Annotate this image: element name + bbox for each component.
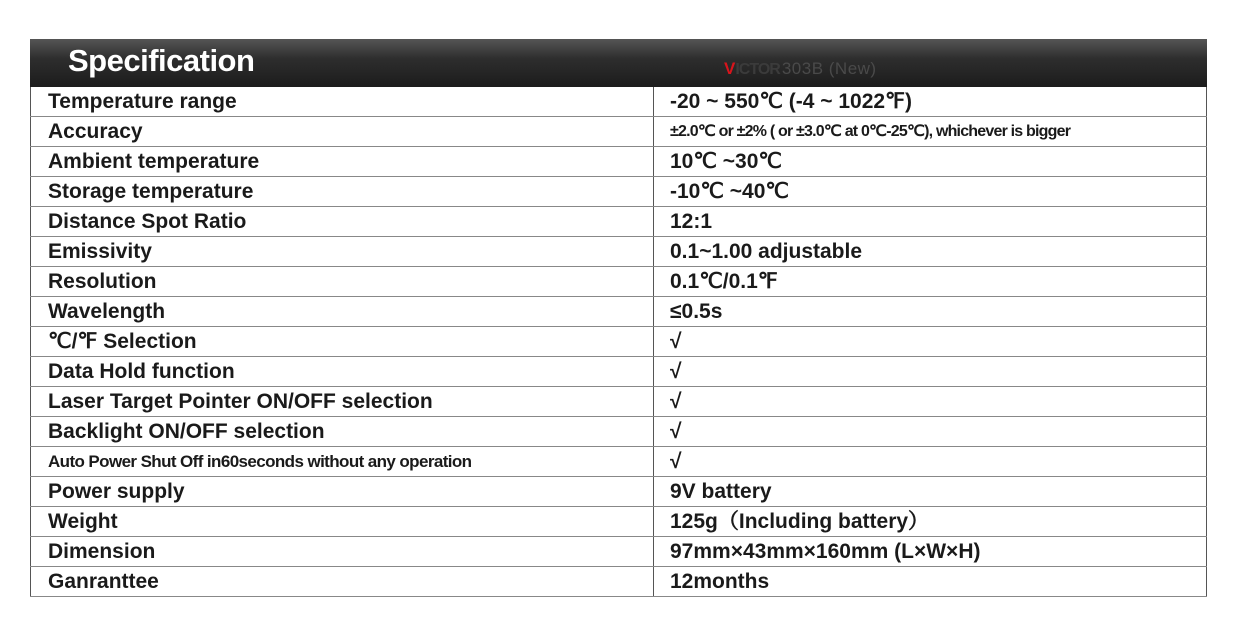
table-row — [31, 417, 1207, 447]
table-row — [31, 267, 1207, 297]
product-model-label — [724, 59, 877, 79]
spec-name: Resolution — [31, 267, 654, 297]
spec-value: 97mm×43mm×160mm (L×W×H) — [654, 537, 1207, 567]
spec-name: Dimension — [31, 537, 654, 567]
spec-name: Power supply — [31, 477, 654, 507]
spec-value: 0.1~1.00 adjustable — [654, 237, 1207, 267]
spec-name: Auto Power Shut Off in60seconds without any operation — [31, 447, 654, 477]
check-mark-icon: √ — [654, 447, 1207, 477]
spec-value: ±2.0℃ or ±2% ( or ±3.0℃ at 0℃-25℃), whichever is bigger — [654, 117, 1207, 147]
table-row — [31, 117, 1207, 147]
table-row — [31, 387, 1207, 417]
spec-value: -10℃ ~40℃ — [654, 177, 1207, 207]
table-row — [31, 237, 1207, 267]
spec-name: Weight — [31, 507, 654, 537]
spec-value: 10℃ ~30℃ — [654, 147, 1207, 177]
spec-title: Specification — [68, 43, 255, 78]
table-row — [31, 327, 1207, 357]
table-row — [31, 177, 1207, 207]
spec-value: 9V battery — [654, 477, 1207, 507]
spec-name: Ambient temperature — [31, 147, 654, 177]
table-row — [31, 357, 1207, 387]
spec-name: Backlight ON/OFF selection — [31, 417, 654, 447]
spec-name: Distance Spot Ratio — [31, 207, 654, 237]
table-row — [31, 567, 1207, 597]
spec-header-bar — [30, 39, 1207, 87]
table-row — [31, 477, 1207, 507]
spec-name: Ganranttee — [31, 567, 654, 597]
spec-name: Accuracy — [31, 117, 654, 147]
spec-value: 125g（Including battery） — [654, 507, 1207, 537]
table-row — [31, 507, 1207, 537]
table-row — [31, 147, 1207, 177]
table-row — [31, 297, 1207, 327]
spec-value: 12months — [654, 567, 1207, 597]
spec-name: Data Hold function — [31, 357, 654, 387]
spec-name: ℃/℉ Selection — [31, 327, 654, 357]
specification-sheet — [30, 39, 1207, 597]
spec-value: ≤0.5s — [654, 297, 1207, 327]
spec-name: Temperature range — [31, 87, 654, 117]
table-row — [31, 447, 1207, 477]
spec-name: Storage temperature — [31, 177, 654, 207]
check-mark-icon: √ — [654, 387, 1207, 417]
spec-name: Wavelength — [31, 297, 654, 327]
table-row — [31, 207, 1207, 237]
model-number: 303B (New) — [781, 59, 877, 78]
table-row — [31, 537, 1207, 567]
spec-value: 12:1 — [654, 207, 1207, 237]
spec-value: 0.1℃/0.1℉ — [654, 267, 1207, 297]
table-row — [31, 87, 1207, 117]
check-mark-icon: √ — [654, 327, 1207, 357]
check-mark-icon: √ — [654, 357, 1207, 387]
brand-logo-letter: V — [724, 59, 736, 78]
brand-logo-text: ICTOR — [735, 61, 780, 78]
spec-name: Laser Target Pointer ON/OFF selection — [31, 387, 654, 417]
spec-value: -20 ~ 550℃ (-4 ~ 1022℉) — [654, 87, 1207, 117]
spec-name: Emissivity — [31, 237, 654, 267]
check-mark-icon: √ — [654, 417, 1207, 447]
spec-table — [30, 87, 1207, 597]
